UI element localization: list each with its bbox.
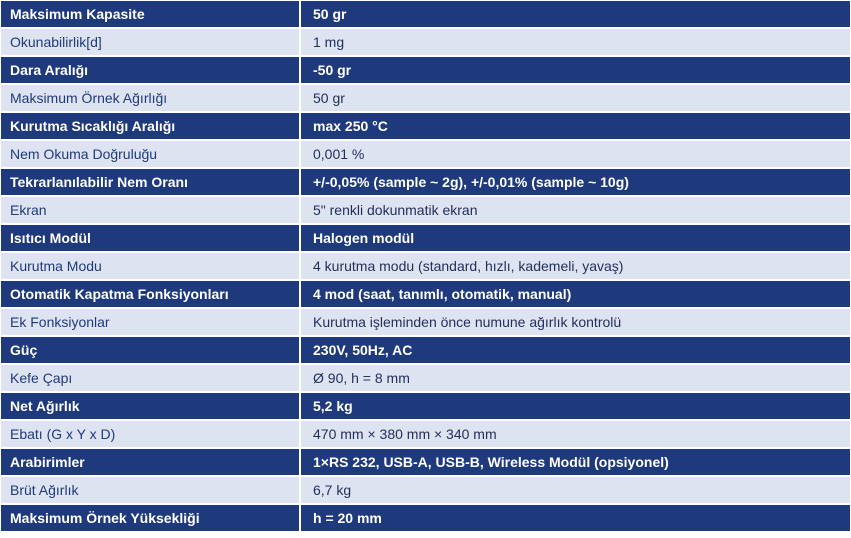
spec-label: Maksimum Kapasite xyxy=(1,1,301,29)
spec-label: Ek Fonksiyonlar xyxy=(1,309,301,337)
spec-row xyxy=(1,393,850,421)
spec-label: Isıtıcı Modül xyxy=(1,225,301,253)
spec-value: 1×RS 232, USB-A, USB-B, Wireless Modül (opsiyonel) xyxy=(301,449,850,477)
spec-row xyxy=(1,29,850,57)
spec-row xyxy=(1,281,850,309)
spec-row xyxy=(1,309,850,337)
spec-value: 4 kurutma modu (standard, hızlı, kademeli, yavaş) xyxy=(301,253,850,281)
spec-label: Kurutma Modu xyxy=(1,253,301,281)
spec-row xyxy=(1,141,850,169)
spec-value: +/-0,05% (sample ~ 2g), +/-0,01% (sample ~ 10g) xyxy=(301,169,850,197)
spec-value: 5" renkli dokunmatik ekran xyxy=(301,197,850,225)
specifications-table xyxy=(1,1,850,533)
spec-row xyxy=(1,365,850,393)
spec-value: 4 mod (saat, tanımlı, otomatik, manual) xyxy=(301,281,850,309)
spec-value: Kurutma işleminden önce numune ağırlık kontrolü xyxy=(301,309,850,337)
spec-value: 0,001 % xyxy=(301,141,850,169)
spec-value: h = 20 mm xyxy=(301,505,850,533)
spec-label: Ebatı (G x Y x D) xyxy=(1,421,301,449)
spec-row xyxy=(1,225,850,253)
spec-label: Arabirimler xyxy=(1,449,301,477)
spec-value: 6,7 kg xyxy=(301,477,850,505)
spec-row xyxy=(1,253,850,281)
spec-row xyxy=(1,197,850,225)
spec-row xyxy=(1,421,850,449)
spec-row xyxy=(1,113,850,141)
spec-label: Ekran xyxy=(1,197,301,225)
spec-value: Halogen modül xyxy=(301,225,850,253)
spec-label: Maksimum Örnek Ağırlığı xyxy=(1,85,301,113)
spec-label: Güç xyxy=(1,337,301,365)
spec-label: Dara Aralığı xyxy=(1,57,301,85)
spec-value: -50 gr xyxy=(301,57,850,85)
spec-row xyxy=(1,57,850,85)
spec-value: 50 gr xyxy=(301,1,850,29)
spec-label: Tekrarlanılabilir Nem Oranı xyxy=(1,169,301,197)
spec-label: Kurutma Sıcaklığı Aralığı xyxy=(1,113,301,141)
spec-label: Kefe Çapı xyxy=(1,365,301,393)
spec-label: Net Ağırlık xyxy=(1,393,301,421)
spec-row xyxy=(1,449,850,477)
spec-value: Ø 90, h = 8 mm xyxy=(301,365,850,393)
spec-row xyxy=(1,169,850,197)
spec-value: 470 mm × 380 mm × 340 mm xyxy=(301,421,850,449)
spec-value: max 250 °C xyxy=(301,113,850,141)
spec-label: Nem Okuma Doğruluğu xyxy=(1,141,301,169)
spec-value: 5,2 kg xyxy=(301,393,850,421)
spec-row xyxy=(1,337,850,365)
spec-row xyxy=(1,1,850,29)
spec-value: 50 gr xyxy=(301,85,850,113)
spec-label: Maksimum Örnek Yüksekliği xyxy=(1,505,301,533)
spec-label: Brüt Ağırlık xyxy=(1,477,301,505)
spec-label: Otomatik Kapatma Fonksiyonları xyxy=(1,281,301,309)
spec-value: 1 mg xyxy=(301,29,850,57)
spec-label: Okunabilirlik[d] xyxy=(1,29,301,57)
spec-value: 230V, 50Hz, AC xyxy=(301,337,850,365)
spec-row xyxy=(1,505,850,533)
spec-row xyxy=(1,477,850,505)
spec-row xyxy=(1,85,850,113)
